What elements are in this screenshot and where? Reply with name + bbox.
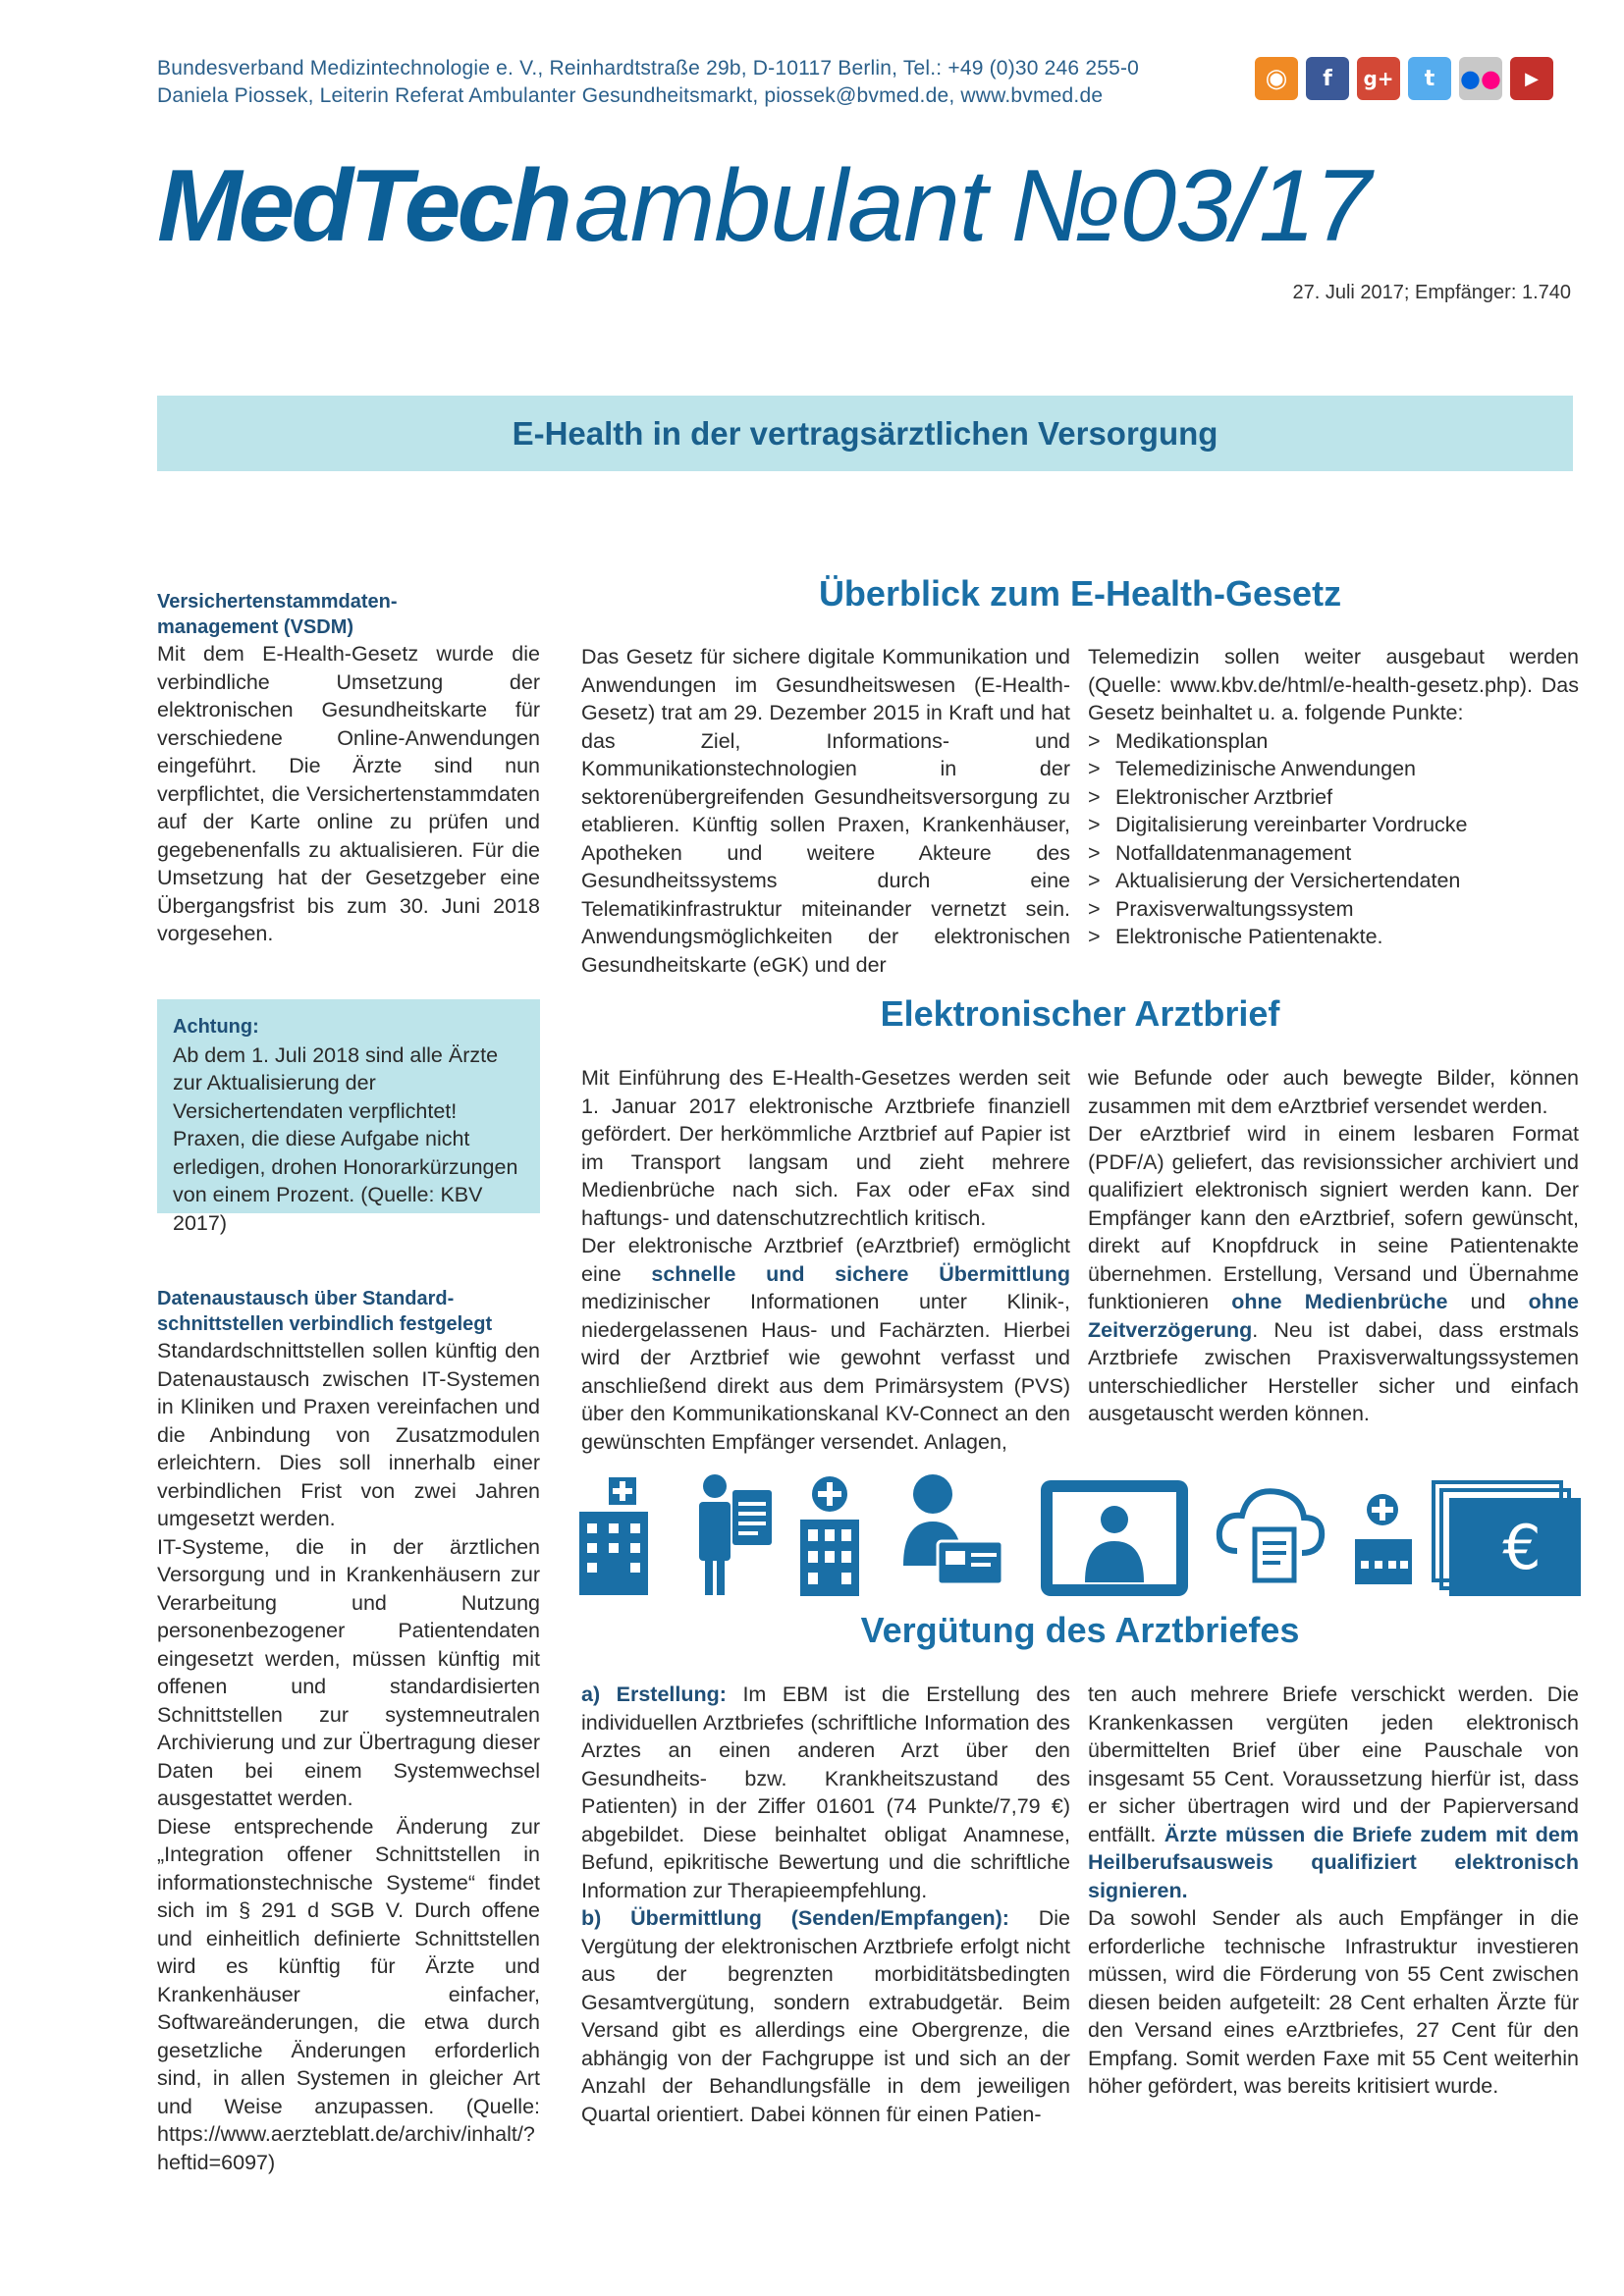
arztbrief-right-p2-b: . Neu ist dabei, dass erstmals Arztbriefe zwischen Praxisverwaltungssystemen unterschiedlicher Hersteller sicher und einfach ausgetauscht werden können. xyxy=(1088,1317,1579,1425)
tablet-doctor-icon xyxy=(1041,1480,1188,1596)
flickr-icon[interactable]: ● ● xyxy=(1459,57,1502,100)
data-exchange-heading-line2: schnittstellen verbindlich festgelegt xyxy=(157,1313,493,1335)
warning-box-text: Ab dem 1. Juli 2018 sind alle Ärzte zur Aktualisierung der Versichertendaten verpflichtet! Praxen, die diese Aufgabe nicht erledigen, drohen Honorarkürzungen von einem Prozent. (Quelle: KBV 2017) xyxy=(173,1042,518,1235)
overview-bullet-item xyxy=(1088,727,1579,756)
overview-bullet-text: Praxisverwaltungssystem xyxy=(1115,896,1354,921)
bullet-arrow-icon: > xyxy=(1088,757,1101,780)
overview-bullet-item xyxy=(1088,811,1579,839)
arztbrief-right-p2-bold2: ohne Zeitverzögerung xyxy=(1088,1290,1579,1342)
overview-bullet-item xyxy=(1088,895,1579,924)
arztbrief-left-p1: Mit Einführung des E-Health-Gesetzes werden seit 1. Januar 2017 elektronische Arztbriefe finanziell gefördert. Der herkömmliche Arztbrief auf Papier ist im Transport langsam und zieht mehrere Medienbrüche nach sich. Fax oder eFax sind haftungs- und datenschutzrechtlich kritisch. xyxy=(581,1066,1070,1230)
warning-box xyxy=(157,999,540,1235)
sidebar-vsdm xyxy=(157,589,540,948)
vsdm-text: Mit dem E-Health-Gesetz wurde die verbindliche Umsetzung der elektronischen Gesundheitskarte für verschiedene Online-Anwendungen eingeführt. Die Ärzte sind nun verpflichtet, die Versichertenstammdaten auf der Karte online zu prüfen und gegebenenfalls zu aktualisieren. Für die Umsetzung hat der Gesetzgeber eine Übergangsfrist bis zum 30. Juni 2018 vorgesehen. xyxy=(157,642,540,945)
data-exchange-text-1: Standardschnittstellen sollen künftig den Datenaustausch zwischen IT-Systemen in Kliniken und Praxen vereinfachen und die Anbindung von Zusatzmodulen erleichtern. Dies soll innerhalb einer verbindlichen Frist von zwei Jahren umgesetzt werden. xyxy=(157,1339,540,1530)
verguetung-right-p1-a: ten auch mehrere Briefe verschickt werden. Die Krankenkassen vergüten jeden elektronisch übermittelten Brief über eine Pauschale von insgesamt 55 Cent. Voraussetzung hierfür ist, dass er sicher übertragen wird und der Papierversand entfällt. xyxy=(1088,1682,1579,1846)
bullet-arrow-icon: > xyxy=(1088,896,1101,921)
vsdm-heading xyxy=(157,589,540,640)
twitter-icon[interactable]: t xyxy=(1408,57,1451,100)
bullet-arrow-icon: > xyxy=(1088,728,1101,753)
overview-bullet-text: Aktualisierung der Versichertendaten xyxy=(1115,869,1461,892)
arztbrief-right-p2-a: Der eArztbrief wird in einem lesbaren Format (PDF/A) geliefert, das revisionssicher archiviert und qualifiziert elektronisch signiert werden kann. Der Empfänger kann den eArztbrief, sofern gewünscht, direkt auf Knopfdruck in seine Patientenakte übernehmen. Erstellung, Versand und Übernahme funktionieren xyxy=(1088,1122,1579,1313)
overview-bullet-text: Telemedizinische Anwendungen xyxy=(1115,757,1416,780)
bullet-arrow-icon: > xyxy=(1088,925,1101,948)
topic-banner xyxy=(157,396,1573,471)
warning-box-heading: Achtung: xyxy=(173,1016,259,1038)
vsdm-heading-line2: management (VSDM) xyxy=(157,616,354,638)
arztbrief-left-p2-a: Der elektronische Arztbrief (eArztbrief) ermöglicht eine xyxy=(581,1234,1070,1286)
topic-banner-text: E-Health in der vertragsärztlichen Versorgung xyxy=(512,414,1218,452)
overview-bullet-text: Digitalisierung vereinbarter Vordrucke xyxy=(1115,813,1468,836)
verguetung-right xyxy=(1088,1681,1579,2101)
arztbrief-right-p2-bold1: ohne Medienbrüche xyxy=(1231,1290,1448,1313)
cloud-document-icon xyxy=(1219,1491,1322,1580)
overview-bullet-item xyxy=(1088,867,1579,895)
overview-bullet-item xyxy=(1088,755,1579,783)
overview-bullet-item xyxy=(1088,783,1579,812)
rss-icon[interactable]: ◉ xyxy=(1255,57,1298,100)
doctor-clipboard-icon xyxy=(699,1474,772,1595)
verguetung-a-text: Im EBM ist die Erstellung des individuellen Arztbriefes (schriftliche Information des Arztes an einen anderen Arzt über den Gesundheits- bzw. Krankheitszustand des Patienten) in der Ziffer 01601 (74 Punkte/7,79 €) abgebildet. Diese beinhaltet obligat Anamnese, Befund, epikritische Bewertung und die schriftliche Information zur Therapieempfehlung. xyxy=(581,1682,1070,1902)
masthead-title xyxy=(157,149,1371,263)
social-icons xyxy=(1255,57,1553,100)
overview-left-text: Das Gesetz für sichere digitale Kommunikation und Anwendungen im Gesundheitswesen (E-Health-Gesetz) trat am 29. Dezember 2015 in Kraft und hat das Ziel, Informations- und Kommunikationstechnologien in der sektorenübergreifenden Gesundheitsversorgung zu etablieren. Künftig sollen Praxen, Krankenhäuser, Apotheken und weitere Akteure des Gesundheitssystems durch eine Telematikinfrastruktur miteinander vernetzt sein. Anwendungsmöglichkeiten der elektronischen Gesundheitskarte (eGK) und der xyxy=(581,645,1070,977)
header-address-line: Bundesverband Medizintechnologie e. V., Reinhardtstraße 29b, D-10117 Berlin, Tel.: +49 (0)30 246 255-0 xyxy=(157,57,1140,80)
verguetung-right-p2: Da sowohl Sender als auch Empfänger in die erforderliche technische Infrastruktur investieren müssen, wird die Förderung von 55 Cent zwischen diesen beiden aufgeteilt: 28 Cent erhalten Ärzte für den Versand eines eArztbriefes, 27 Cent für den Empfang. Somit werden Faxe mit 55 Cent weiterhin höher gefördert, was bereits kritisiert wurde. xyxy=(1088,1906,1579,2098)
arztbrief-left-p2-b: medizinischer Informationen unter Klinik-, niedergelassenen Haus- und Fachärzten. Hierbei wird der Arztbrief wie gewohnt verfasst und anschließend direkt aus dem Primärsystem (PVS) über den Kommunikationskanal KV-Connect an den gewünschten Empfänger versendet. Anlagen, xyxy=(581,1290,1070,1454)
bullet-arrow-icon: > xyxy=(1088,784,1101,809)
arztbrief-right-p2-mid: und xyxy=(1447,1290,1529,1313)
data-exchange-heading-line1: Datenaustausch über Standard- xyxy=(157,1288,455,1309)
data-exchange-heading xyxy=(157,1286,540,1337)
data-exchange-text-3: Diese entsprechende Änderung zur „Integration offener Schnittstellen in informationstechnische Systeme“ findet sich im § 291 d SGB V. Durch offene und einheitlich definierte Schnittstellen wird es künftig für Ärzte und Krankenhäuser einfacher, Softwareänderungen, die etwa durch gesetzliche Änderungen erforderlich sind, in allen Systemen in gleicher Art und Weise anzupassen. (Quelle: https://www.aerzteblatt.de/archiv/inhalt/?heftid=6097) xyxy=(157,1814,540,2174)
ehealth-icons-row xyxy=(579,1472,1581,1600)
issue-date-line: 27. Juli 2017; Empfänger: 1.740 xyxy=(1292,282,1571,303)
overview-bullet-text: Notfalldatenmanagement xyxy=(1115,840,1352,865)
overview-bullet-text: Medikationsplan xyxy=(1115,728,1269,753)
header-contact-line: Daniela Piossek, Leiterin Referat Ambulanter Gesundheitsmarkt, piossek@bvmed.de, www.bvmed.de xyxy=(157,84,1104,107)
verguetung-b-text: Die Vergütung der elektronischen Arztbriefe erfolgt nicht aus der begrenzten morbiditätsbedingten Gesamtvergütung, sondern extrabudgetär. Beim Versand gibt es allerdings eine Obergrenze, die abhängig von der Fachgruppe ist und sich an der Anzahl der Behandlungsfälle in dem jeweiligen Quartal orientiert. Dabei können für einen Patien- xyxy=(581,1906,1070,2126)
googleplus-icon[interactable]: g+ xyxy=(1357,57,1400,100)
masthead-sub: ambulant xyxy=(573,149,987,263)
verguetung-b xyxy=(581,1904,1070,2128)
verguetung-right-p1-bold: Ärzte müssen die Briefe zudem mit dem Heilberufsausweis qualifiziert elektronisch signieren. xyxy=(1088,1822,1579,1902)
youtube-icon[interactable]: ▶ xyxy=(1510,57,1553,100)
verguetung-b-label: b) Übermittlung (Senden/Empfangen): xyxy=(581,1906,1009,1930)
verguetung-heading: Vergütung des Arztbriefes xyxy=(860,1610,1300,1650)
clinic-building-icon xyxy=(800,1476,859,1596)
sidebar-data-exchange xyxy=(157,1286,540,2176)
arztbrief-heading: Elektronischer Arztbrief xyxy=(880,993,1280,1034)
overview-right xyxy=(1088,643,1579,951)
verguetung-a-label: a) Erstellung: xyxy=(581,1682,727,1706)
bullet-arrow-icon: > xyxy=(1088,813,1101,836)
overview-bullet-text: Elektronische Patientenakte. xyxy=(1115,925,1383,948)
arztbrief-right-p2 xyxy=(1088,1120,1579,1428)
arztbrief-left xyxy=(581,1064,1070,1456)
facebook-icon[interactable]: f xyxy=(1306,57,1349,100)
bullet-arrow-icon: > xyxy=(1088,840,1101,865)
overview-right-intro: Telemedizin sollen weiter ausgebaut werden (Quelle: www.kbv.de/html/e-health-gesetz.php). Das Gesetz beinhaltet u. a. folgende Punkte: xyxy=(1088,645,1579,724)
arztbrief-right xyxy=(1088,1064,1579,1428)
overview-bullet-text: Elektronischer Arztbrief xyxy=(1115,784,1333,809)
overview-bullet-list xyxy=(1088,727,1579,951)
bullet-arrow-icon: > xyxy=(1088,869,1101,892)
medical-device-icon xyxy=(1355,1494,1412,1584)
verguetung-a xyxy=(581,1681,1070,1904)
verguetung-right-p1 xyxy=(1088,1681,1579,1904)
overview-bullet-item xyxy=(1088,923,1579,951)
overview-heading: Überblick zum E-Health-Gesetz xyxy=(818,573,1342,614)
masthead-brand: MedTech xyxy=(157,149,568,263)
data-exchange-text-2: IT-Systeme, die in der ärztlichen Versorgung und in Krankenhäusern zur Verarbeitung und Nutzung personenbezogener Patientendaten eingesetzt werden, müssen künftig mit offenen und standardisierten Schnittstellen zur systemneutralen Archivierung und zur Übertragung dieser Daten bei einem Systemwechsel ausgestattet werden. xyxy=(157,1534,540,1810)
vsdm-heading-line1: Versichertenstammdaten- xyxy=(157,591,398,613)
masthead-issue: №03/17 xyxy=(1009,149,1371,263)
arztbrief-right-p1: wie Befunde oder auch bewegte Bilder, können zusammen mit dem eArztbrief versendet werden. xyxy=(1088,1066,1579,1118)
hospital-building-icon xyxy=(579,1477,648,1595)
patient-card-icon xyxy=(903,1474,1002,1584)
svg-text:€: € xyxy=(1502,1512,1542,1583)
arztbrief-left-p2 xyxy=(581,1232,1070,1456)
arztbrief-left-p2-bold: schnelle und sichere Übermittlung xyxy=(651,1261,1070,1286)
euro-bills-icon xyxy=(1434,1482,1581,1596)
overview-bullet-item xyxy=(1088,839,1579,868)
verguetung-left xyxy=(581,1681,1070,2128)
